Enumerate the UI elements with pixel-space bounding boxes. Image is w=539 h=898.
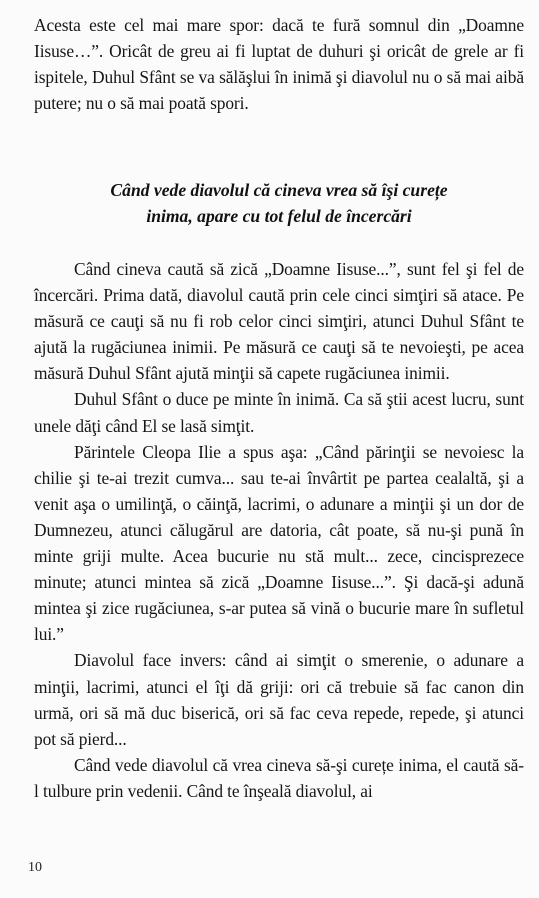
body-text-block xyxy=(34,256,524,804)
page-number: 10 xyxy=(28,860,42,875)
body-paragraph-2: Duhul Sfânt o duce pe minte în inimă. Ca să ştii acest lucru, sunt unele dăţi când El se lasă simţit. xyxy=(34,389,524,436)
body-paragraph-4: Diavolul face invers: când ai simţit o smerenie, o adunare a minţii, lacrimi, atunci el îţi dă griji: ori că trebuie să fac canon din urmă, ori să mă duc biserică, ori să fac ceva repede, repede, şi atunci pot să pierd... xyxy=(34,650,524,749)
body-paragraph-3: Părintele Cleopa Ilie a spus aşa: „Când părinţii se nevoiesc la chilie şi te-ai trezit cumva... sau te-ai învârtit pe partea cealaltă, şi a venit aşa o umilinţă, o căinţă, lacrimi, o adunare a minţii şi un dor de Dumnezeu, atunci călugărul are datoria, cât poate, să nu-şi pună în minte griji multe. Acea bucurie nu stă mult... zece, cincisprezece minute; atunci mintea să zică „Doamne Iisuse...”. Şi dacă-şi adună mintea şi zice rugăciunea, s-ar putea să vină o bucurie mare în sufletul lui.” xyxy=(34,441,524,645)
intro-paragraph: Acesta este cel mai mare spor: dacă te fură somnul din „Doamne Iisuse…”. Oricât de greu ai fi luptat de duhuri şi oricât de grele ar fi ispitele, Duhul Sfânt se va sălăşlui în inimă şi diavolul nu o să mai aibă putere; nu o să mai poată spori. xyxy=(34,15,524,114)
intro-text-block xyxy=(34,12,524,116)
section-heading-line-2: inima, apare cu tot felul de încercări xyxy=(146,206,412,226)
section-heading xyxy=(34,177,524,229)
section-heading-line-1: Când vede diavolul că cineva vrea să îşi curețe xyxy=(110,180,448,200)
body-paragraph-5: Când vede diavolul că vrea cineva să-şi curețe inima, el caută să-l tulbure prin vedenii. Când te înşeală diavolul, ai xyxy=(34,754,524,801)
body-paragraph-1: Când cineva caută să zică „Doamne Iisuse...”, sunt fel şi fel de încercări. Prima dată, diavolul caută prin cele cinci simţiri să atace. Pe măsură ce cauţi să nu fi rob celor cinci simţiri, atunci Duhul Sfânt te ajută la rugăciunea inimii. Pe măsură ce cauţi să te nevoieşti, pe acea măsură Duhul Sfânt ajută minţii să capete rugăciunea inimii. xyxy=(34,259,524,384)
